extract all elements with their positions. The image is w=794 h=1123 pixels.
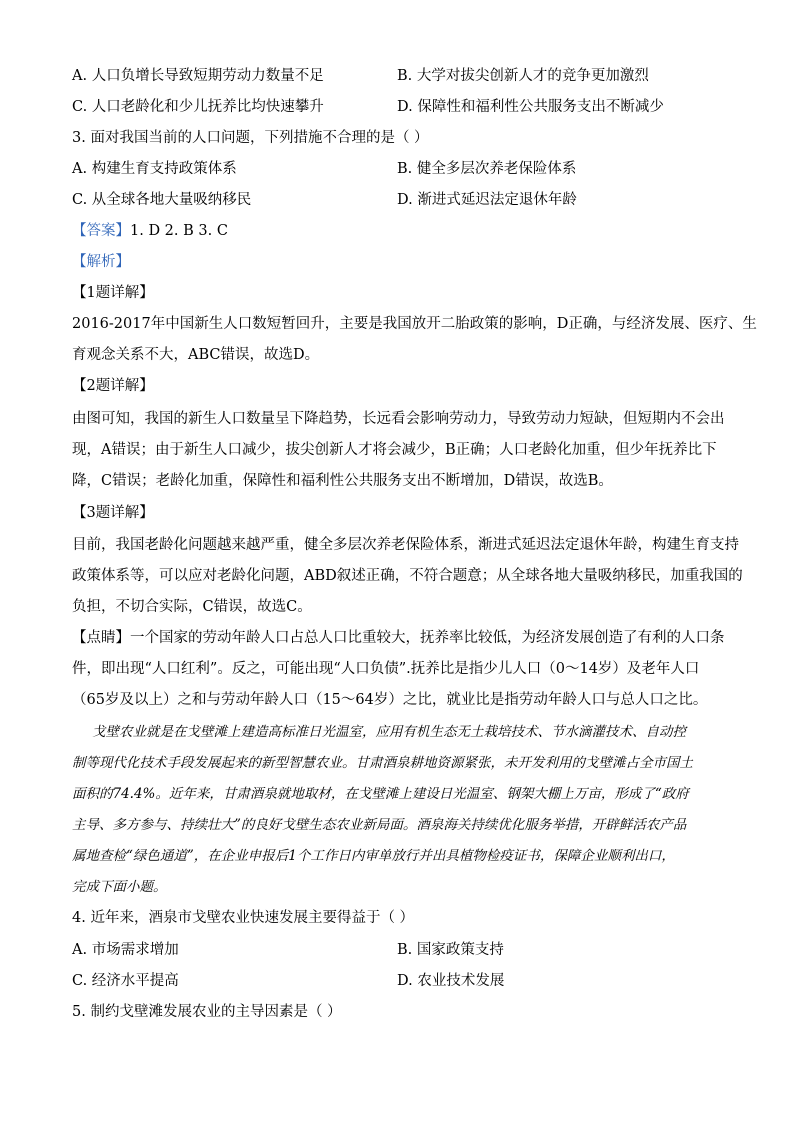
material-line4: 主导、多方参与、持续壮大”的良好戈壁生态农业新局面。酒泉海关持续优化服务举措，开辟鲜活农产品 <box>72 817 687 833</box>
tip-line3: （65岁及以上）之和与劳动年龄人口（15～64岁）之比，就业比是指劳动年龄人口与总人口之比。 <box>72 692 708 708</box>
detail1-line1: 2016-2017年中国新生人口数短暂回升，主要是我国放开二胎政策的影响，D正确，与经济发展、医疗、生 <box>72 316 757 332</box>
q3-option-a: A. 构建生育支持政策体系 <box>72 161 237 177</box>
q3-option-c: C. 从全球各地大量吸纳移民 <box>72 192 252 208</box>
q4-option-b: B. 国家政策支持 <box>397 942 504 958</box>
q3-stem: 3. 面对我国当前的人口问题，下列措施不合理的是（ ） <box>72 130 429 146</box>
q4-stem: 4. 近年来，酒泉市戈壁农业快速发展主要得益于（ ） <box>72 910 415 926</box>
answer-line <box>72 221 228 241</box>
material-line6: 完成下面小题。 <box>72 879 167 895</box>
tip-line2: 件，即出现“人口红利”。反之，可能出现“人口负债”.抚养比是指少儿人口（0～14岁）及老年人口 <box>72 661 700 677</box>
detail1-label: 【1题详解】 <box>72 285 154 301</box>
detail3-label: 【3题详解】 <box>72 505 154 521</box>
q2-option-c: C. 人口老龄化和少儿抚养比均快速攀升 <box>72 99 324 115</box>
detail3-line1: 目前，我国老龄化问题越来越严重，健全多层次养老保险体系，渐进式延迟法定退休年龄，构建生育支持 <box>72 537 739 553</box>
tip-label: 【点睛】 <box>72 630 130 646</box>
q3-option-b: B. 健全多层次养老保险体系 <box>397 161 577 177</box>
detail2-label: 【2题详解】 <box>72 378 154 394</box>
material-line2: 制等现代化技术手段发展起来的新型智慧农业。甘肃酒泉耕地资源紧张，未开发利用的戈壁滩占全市国土 <box>72 755 693 771</box>
detail3-line3: 负担，不切合实际，C错误，故选C。 <box>72 599 312 615</box>
q2-option-d: D. 保障性和福利性公共服务支出不断减少 <box>397 99 664 115</box>
q5-stem: 5. 制约戈壁滩发展农业的主导因素是（ ） <box>72 1004 342 1020</box>
q2-option-a: A. 人口负增长导致短期劳动力数量不足 <box>72 68 324 84</box>
material-line1: 戈壁农业就是在戈壁滩上建造高标准日光温室，应用有机生态无土栽培技术、节水滴灌技术、自动控 <box>92 724 686 740</box>
answer-label: 【答案】 <box>72 223 130 239</box>
q4-option-a: A. 市场需求增加 <box>72 942 179 958</box>
detail2-line2: 现，A错误；由于新生人口减少，拔尖创新人才将会减少，B正确；人口老龄化加重，但少年抚养比下 <box>72 442 717 458</box>
analysis-label: 【解析】 <box>72 254 130 270</box>
detail3-line2: 政策体系等，可以应对老龄化问题，ABD叙述正确，不符合题意；从全球各地大量吸纳移民，加重我国的 <box>72 568 743 584</box>
detail2-line1: 由图可知，我国的新生人口数量呈下降趋势，长远看会影响劳动力，导致劳动力短缺，但短期内不会出 <box>72 411 725 427</box>
detail1-line2: 育观念关系不大，ABC错误，故选D。 <box>72 347 320 363</box>
q2-option-b: B. 大学对拔尖创新人才的竞争更加激烈 <box>397 68 649 84</box>
tip-line1: 【点睛】一个国家的劳动年龄人口占总人口比重较大，抚养率比较低，为经济发展创造了有利的人口条 <box>72 630 725 646</box>
q4-option-d: D. 农业技术发展 <box>397 973 505 989</box>
answer-text: 1. D 2. B 3. C <box>130 223 228 239</box>
q3-option-d: D. 渐进式延迟法定退休年龄 <box>397 192 577 208</box>
material-line5: 属地查检“绿色通道”，在企业申报后1个工作日内审单放行并出具植物检疫证书，保障企业顺利出口， <box>72 848 675 864</box>
detail2-line3: 降，C错误；老龄化加重，保障性和福利性公共服务支出不断增加，D错误，故选B。 <box>72 473 613 489</box>
material-line3: 面积的74.4%。近年来，甘肃酒泉就地取材，在戈壁滩上建设日光温室、钢架大棚上万亩，形成了“政府 <box>72 786 689 802</box>
q4-option-c: C. 经济水平提高 <box>72 973 179 989</box>
